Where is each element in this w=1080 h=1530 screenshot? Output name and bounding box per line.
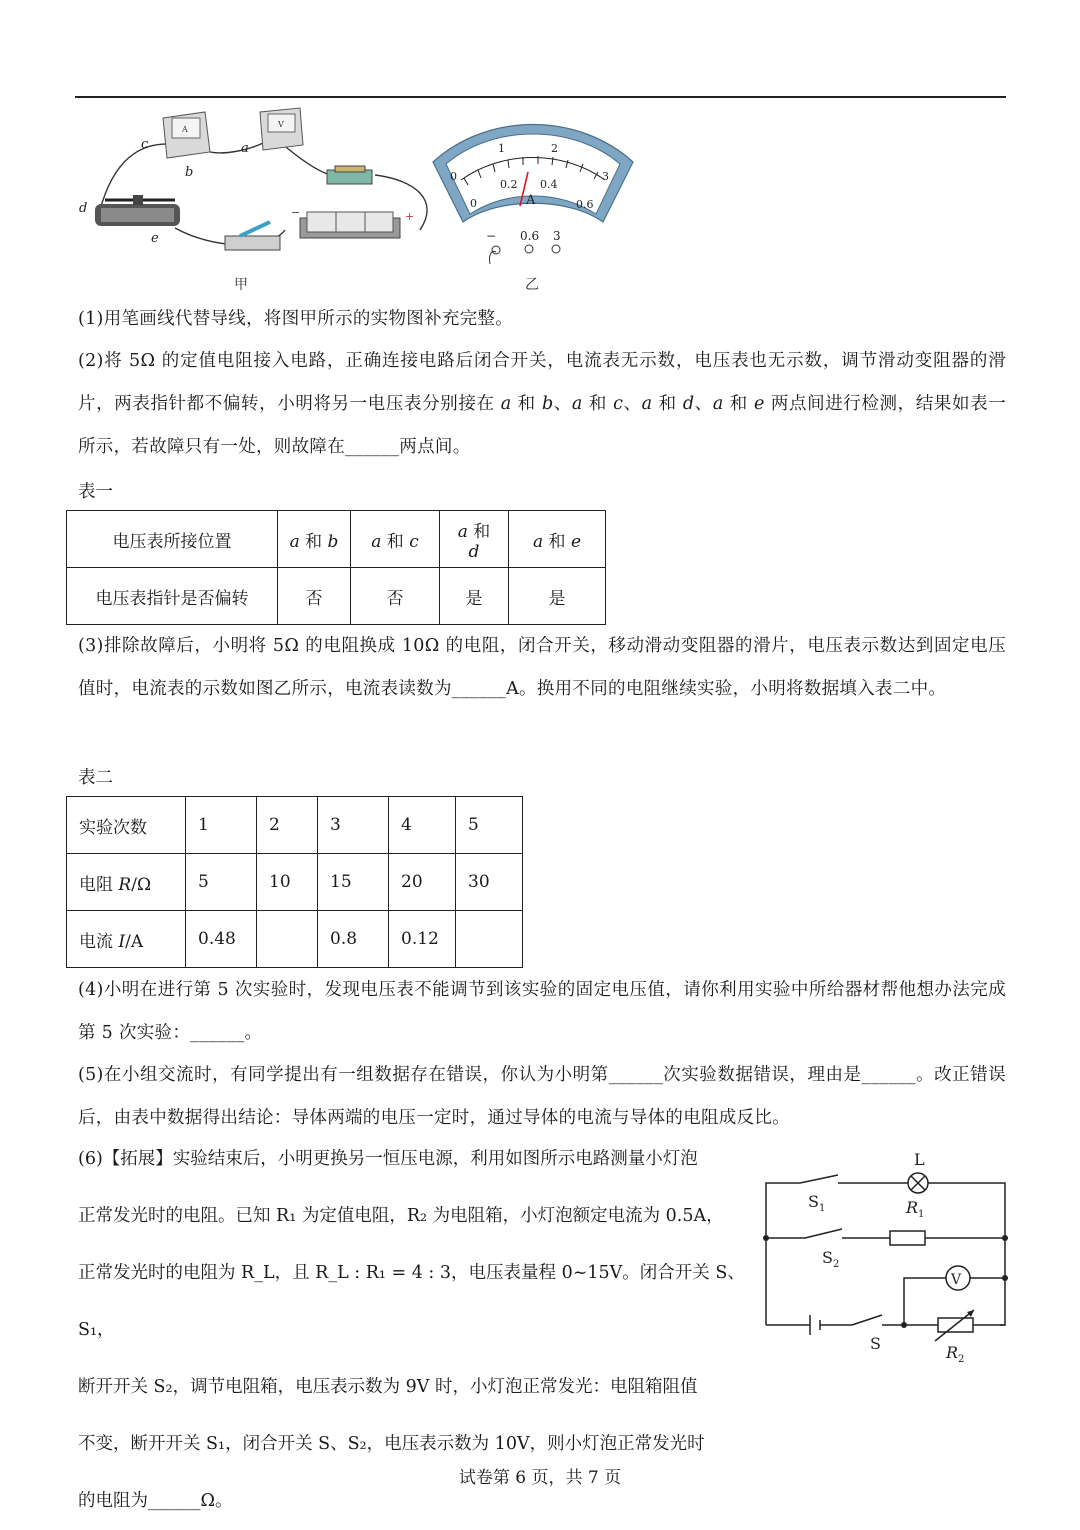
table2-cell: 30: [456, 854, 523, 911]
label-r2: $R_2$: [946, 1343, 965, 1365]
point-label-d: d: [79, 201, 88, 216]
table-row: [67, 568, 606, 625]
terminal-06: 0.6: [520, 229, 540, 243]
table2-cell: 1: [186, 797, 257, 854]
table2-cell: 0.48: [186, 911, 257, 968]
battery-plus: +: [405, 210, 415, 223]
battery-device: [291, 206, 414, 238]
terminal-3: 3: [553, 229, 561, 243]
question-5: (5)在小组交流时，有同学提出有一组数据存在错误，你认为小明第______次实验数据错误，理由是______。改正错误后，由表中数据得出结论：导体两端的电压一定时，通过导体的电流与导体的电阻成反比。: [78, 1065, 1006, 1128]
figure-jia-caption: 甲: [234, 277, 248, 293]
upper-scale-3: 3: [602, 170, 609, 183]
table1-label: 表一: [78, 482, 113, 502]
table1-col-ae: a 和 e: [509, 511, 606, 568]
table1-col-ac: a 和 c: [351, 511, 440, 568]
table1-cell: 是: [509, 568, 606, 625]
table2-header-current: 电流 I/A: [67, 911, 186, 968]
point-label-c: c: [141, 137, 149, 152]
table1-cell: 是: [440, 568, 509, 625]
upper-scale-2: 2: [551, 142, 558, 155]
figure-yi-caption: 乙: [525, 277, 539, 293]
table2-cell: [257, 911, 318, 968]
table2-cell: 5: [456, 797, 523, 854]
voltmeter-letter: V: [278, 120, 284, 129]
table-1: [66, 510, 606, 625]
figure-yi: [428, 122, 638, 272]
switch-device: [225, 222, 280, 250]
point-label-a: a: [241, 141, 249, 156]
terminal-minus: −: [486, 229, 497, 243]
table2-header-resistance: 电阻 R/Ω: [67, 854, 186, 911]
label-r1: $R_1$: [906, 1198, 925, 1220]
upper-scale-0: 0: [450, 170, 457, 183]
table2-cell: 10: [257, 854, 318, 911]
dial-unit: A: [526, 193, 536, 208]
lower-scale-04: 0.4: [540, 178, 558, 191]
table-row: [67, 911, 523, 968]
header-rule: [75, 96, 1006, 98]
lower-scale-02: 0.2: [500, 178, 518, 191]
table2-cell: 15: [318, 854, 389, 911]
table2-cell: 4: [389, 797, 456, 854]
table1-col-ab: a 和 b: [278, 511, 351, 568]
table-row: [67, 511, 606, 568]
label-switch: S: [870, 1334, 881, 1353]
table2-header-trial: 实验次数: [67, 797, 186, 854]
ammeter-device: [163, 112, 210, 158]
circuit-diagram: [760, 1145, 1015, 1375]
table-row: [67, 797, 523, 854]
point-label-b: b: [185, 165, 194, 180]
label-s2: $S_2$: [822, 1248, 840, 1270]
table1-col-ad: a 和 d: [440, 511, 509, 568]
table-2: [66, 796, 523, 968]
resistor-device: [327, 166, 372, 184]
figure-jia: [75, 100, 440, 270]
table2-label: 表二: [78, 768, 113, 788]
resistor-r1-icon: [890, 1231, 925, 1245]
lower-scale-0: 0: [470, 197, 477, 210]
page-footer: 试卷第 6 页，共 7 页: [458, 1468, 622, 1488]
table2-cell: [456, 911, 523, 968]
table-row: [67, 854, 523, 911]
rheostat-device: [95, 195, 180, 226]
label-lamp: L: [914, 1150, 925, 1169]
table2-cell: 20: [389, 854, 456, 911]
table2-cell: 2: [257, 797, 318, 854]
ammeter-letter: A: [182, 125, 188, 134]
table2-cell: 5: [186, 854, 257, 911]
table2-cell: 0.12: [389, 911, 456, 968]
battery-minus: −: [291, 206, 301, 219]
point-label-e: e: [151, 231, 159, 246]
question-3: (3)排除故障后，小明将 5Ω 的电阻换成 10Ω 的电阻，闭合开关，移动滑动变阻器的滑片，电压表示数达到固定电压值时，电流表的示数如图乙所示，电流表读数为______A。换用不同的电阻继续实验，小明将数据填入表二中。: [78, 636, 1006, 699]
label-voltmeter: V: [951, 1272, 962, 1288]
table1-cell: 否: [351, 568, 440, 625]
question-2: (2)将 5Ω 的定值电阻接入电路，正确连接电路后闭合开关，电流表无示数，电压表也无示数，调节滑动变阻器的滑片，两表指针都不偏转，小明将另一电压表分别接在 a 和 b、a 和 c、a 和 d、a 和 e 两点间进行检测，结果如表一所示，若故障只有一处，则故障在______两点间。: [78, 351, 1007, 457]
dial-terminals: [486, 229, 561, 243]
table2-cell: 3: [318, 797, 389, 854]
question-4: (4)小明在进行第 5 次实验时，发现电压表不能调节到该实验的固定电压值，请你利用实验中所给器材帮他想办法完成第 5 次实验：______。: [78, 980, 1006, 1043]
table1-cell: 否: [278, 568, 351, 625]
question-6: (6)【拓展】实验结束后，小明更换另一恒压电源，利用如图所示电路测量小灯泡 正常发光时的电阻。已知 R₁ 为定值电阻，R₂ 为电阻箱，小灯泡额定电流为 0.5A， 正常发光时的电阻为 R_L，且 R_L : R₁ = 4 : 3，电压表量程 0~15V。闭合开关 S、S₁， 断开开关 S₂，调节电阻箱，电压表示数为 9V 时，小灯泡正常发光：电阻箱阻值 不变，断开开关 S₁，闭合开关 S、S₂，电压表示数为 10V，则小灯泡正常发光时 的电阻为______Ω。: [78, 1149, 745, 1511]
voltmeter-device: [260, 108, 303, 150]
table1-header-position: 电压表所接位置: [67, 511, 278, 568]
table1-header-deflect: 电压表指针是否偏转: [67, 568, 278, 625]
upper-scale-1: 1: [498, 142, 505, 155]
table2-cell: 0.8: [318, 911, 389, 968]
label-s1: $S_1$: [808, 1192, 826, 1214]
lower-scale-06: 0.6: [576, 198, 594, 211]
question-1: (1)用笔画线代替导线，将图甲所示的实物图补充完整。: [78, 309, 514, 329]
